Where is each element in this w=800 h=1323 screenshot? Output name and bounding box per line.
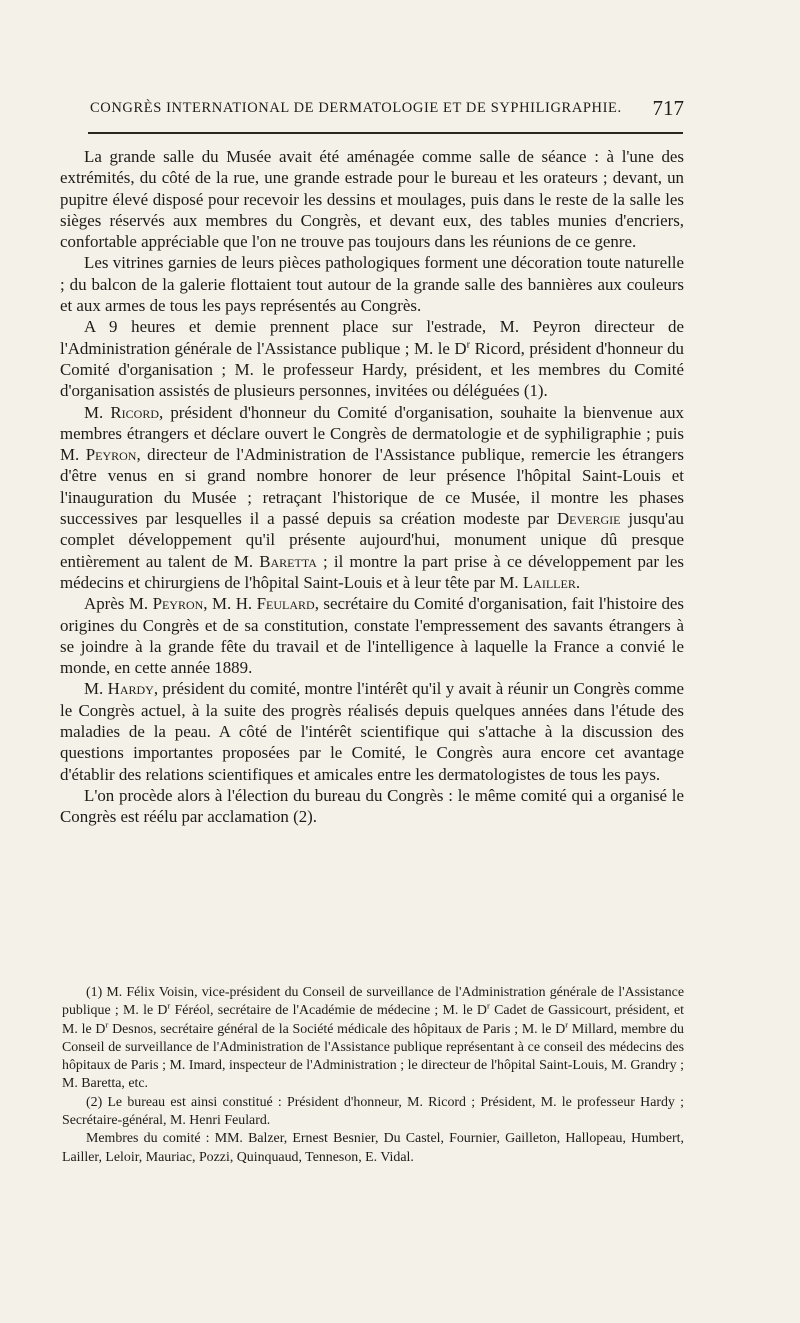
page-number: 717 xyxy=(652,96,684,120)
text-run: A 9 heures et demie prennent place sur l'estrade, M. Peyron directeur de l'Administration générale de l'Assistance publique ; M. le D xyxy=(60,317,684,358)
footnotes xyxy=(62,984,684,1167)
text-run: Féréol, secrétaire de l'Académie de médecine ; M. le D xyxy=(170,1003,487,1019)
person-name: Baretta xyxy=(259,551,317,571)
paragraph-5 xyxy=(60,593,684,678)
text-run: M. xyxy=(84,402,111,422)
text-run: Cadet de Gassicourt, président, et M. le D xyxy=(62,1003,684,1037)
footnote-3: Membres du comité : MM. Balzer, Ernest Besnier, Du Castel, Fournier, Gailleton, Hallopeau, Humbert, Lailler, Leloir, Mauriac, Pozzi, Quinquaud, Tenneson, E. Vidal. xyxy=(62,1131,684,1165)
page-header xyxy=(88,96,684,122)
text-run: Millard, membre du Conseil de surveillance de l'Administration de l'Assistance publique représentant à ce conseil des médecins des hôpitaux de Paris ; M. Imard, inspecteur de l'Administration ; le directeur de l'hôpital Saint-Louis, M. Grandry ; M. Baretta, etc. xyxy=(62,1021,684,1092)
text-run: , directeur de l'Administration de l'Assistance publique, remercie les étrangers d'être venus en si grand nombre honorer de leur présence l'hôpital Saint-Louis et l'inauguration du Musée ; retraçant l'historique de ce Musée, il montre les phases successives par lesquelles il a passé depuis sa création modeste par xyxy=(60,445,684,529)
paragraph-6 xyxy=(60,678,684,784)
superscript: r xyxy=(466,339,471,351)
footnote-2: (2) Le bureau est ainsi constitué : Président d'honneur, M. Ricord ; Président, M. le professeur Hardy ; Secrétaire-général, M. Henri Feulard. xyxy=(62,1094,684,1129)
text-run: Ricord, président d'honneur du Comité d'organisation ; M. le professeur Hardy, président, et les membres du Comité d'organisation assistés de plusieurs personnes, invitées ou déléguées (1). xyxy=(60,338,684,401)
person-name: Peyron xyxy=(85,445,137,465)
text-run: , président du comité, montre l'intérêt qu'il y avait à réunir un Congrès comme le Congrès actuel, à la suite des progrès réalisés depuis quelques années dans l'étude des maladies de la peau. A côté de l'intérêt scientifique qui s'attache à la discussion des questions importantes proposées par le Comité, le Congrès aura encore cet avantage d'établir des relations scientifiques et amicales entre les dermatologistes de tous les pays. xyxy=(60,679,684,784)
superscript: r xyxy=(167,1000,171,1011)
footnote-1 xyxy=(62,984,684,1094)
superscript: r xyxy=(565,1018,569,1029)
running-head: CONGRÈS INTERNATIONAL DE DERMATOLOGIE ET DE SYPHILIGRAPHIE. xyxy=(90,100,622,116)
main-text xyxy=(60,146,684,828)
person-name: Peyron xyxy=(152,594,204,614)
person-name: Feulard xyxy=(256,594,315,614)
person-name: Hardy xyxy=(107,679,154,699)
text-run: ; il montre la part prise à ce développement par les médecins et chirurgiens de l'hôpital Saint-Louis et à leur tête par M. xyxy=(60,551,684,592)
person-name: Devergie xyxy=(556,509,621,529)
superscript: r xyxy=(105,1018,109,1029)
text-run: jusqu'au complet développement qu'il présente aujourd'hui, monument unique dû presque entièrement au talent de M. xyxy=(60,509,685,571)
paragraph-1: La grande salle du Musée avait été aménagée comme salle de séance : à l'une des extrémités, du côté de la rue, une grande estrade pour le bureau et les orateurs ; devant, un pupitre élevé disposé pour recevoir les dessins et moulages, puis dans le reste de la salle les sièges réservés aux membres du Congrès, et devant eux, des tables munies d'encriers, confortable appréciable que l'on ne trouve pas toujours dans les réunions de ce genre. xyxy=(60,147,684,252)
text-run: Desnos, secrétaire général de la Société médicale des hôpitaux de Paris ; M. le D xyxy=(108,1021,566,1037)
person-name: Ricord xyxy=(110,402,159,422)
superscript: r xyxy=(486,1000,490,1011)
text-run: . xyxy=(575,572,581,592)
text-run: , président d'honneur du Comité d'organisation, souhaite la bienvenue aux membres étrangers et déclare ouvert le Congrès de dermatologie et de syphiligraphie ; puis M. xyxy=(60,402,685,465)
text-run: , M. H. xyxy=(203,594,257,614)
text-run: Après M. xyxy=(84,594,153,614)
paragraph-7: L'on procède alors à l'élection du bureau du Congrès : le même comité qui a organisé le Congrès est réélu par acclamation (2). xyxy=(60,785,684,827)
paragraph-3 xyxy=(60,316,684,401)
person-name: Lailler xyxy=(522,572,576,592)
header-rule xyxy=(88,132,683,134)
paragraph-4 xyxy=(60,402,684,594)
text-run: , secrétaire du Comité d'organisation, fait l'histoire des origines du Congrès et de sa constitution, constate l'empressement des savants étrangers à se joindre à la grande fête du travail et de l'intelligence à laquelle la France a convié le monde, en cette année 1889. xyxy=(60,594,684,678)
text-run: (1) M. Félix Voisin, vice-président du Conseil de surveillance de l'Administration générale de l'Assistance publique ; M. le D xyxy=(62,985,684,1019)
paragraph-2: Les vitrines garnies de leurs pièces pathologiques forment une décoration toute naturelle ; du balcon de la galerie flottaient tout autour de la grande salle des bannières aux couleurs et aux armes de tous les pays représentés au Congrès. xyxy=(60,253,684,316)
text-run: M. xyxy=(84,679,108,699)
